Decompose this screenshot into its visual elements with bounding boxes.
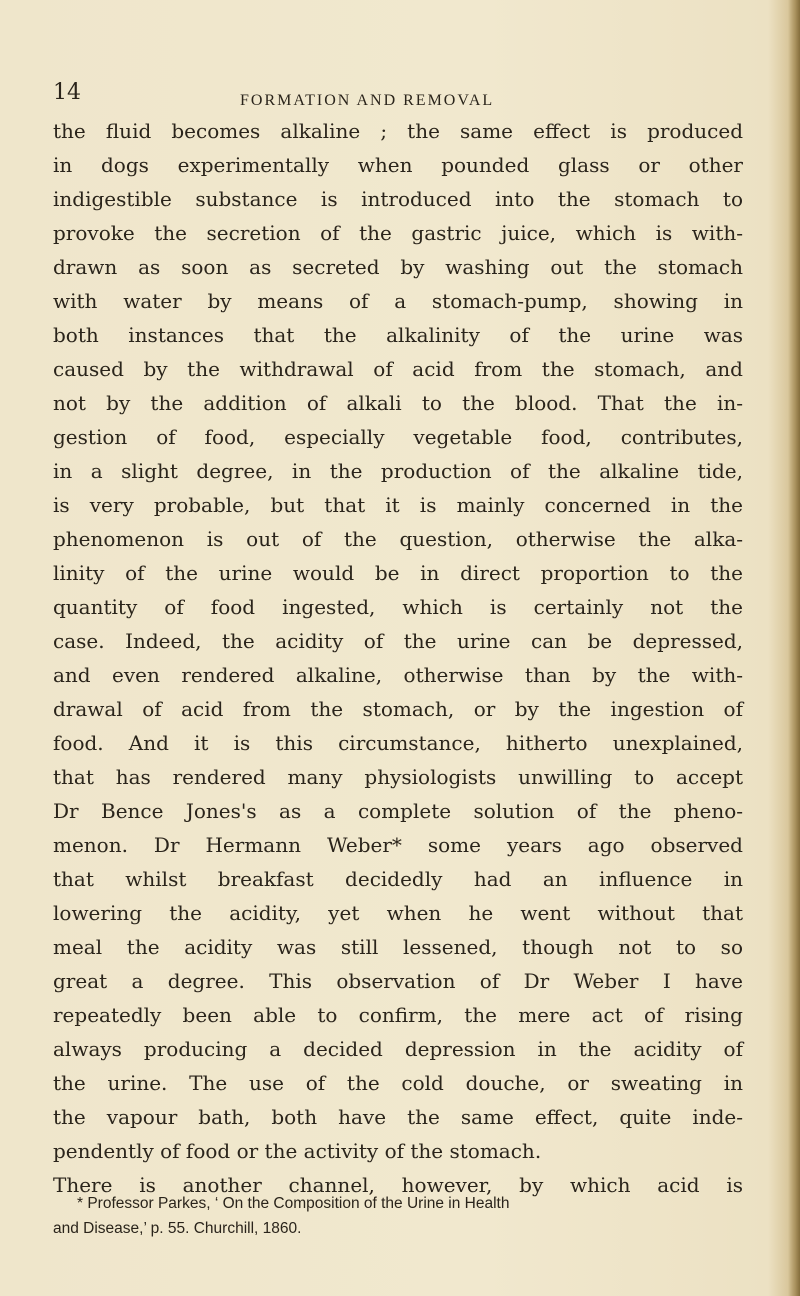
text-line: the vapour bath, both have the same effect, quite inde- <box>53 1105 743 1129</box>
text-line: pendently of food or the activity of the stomach. <box>53 1139 542 1163</box>
text-line: great a degree. This observation of Dr Weber I have <box>53 969 743 993</box>
text-line: in a slight degree, in the production of the alkaline tide, <box>53 459 743 483</box>
footnote <box>53 1191 743 1241</box>
text-line: linity of the urine would be in direct proportion to the <box>53 561 743 585</box>
footnote-line: and Disease,’ p. 55. Churchill, 1860. <box>53 1220 302 1237</box>
text-line: There is another channel, however, by which acid is <box>53 1173 743 1197</box>
body-text <box>53 114 743 1202</box>
text-line: caused by the withdrawal of acid from the stomach, and <box>53 357 743 381</box>
text-line: gestion of food, especially vegetable food, contributes, <box>53 425 743 449</box>
text-line: in dogs experimentally when pounded glass or other <box>53 153 743 177</box>
text-line: the urine. The use of the cold douche, or sweating in <box>53 1071 743 1095</box>
text-line: repeatedly been able to confirm, the mere act of rising <box>53 1003 743 1027</box>
page-number: 14 <box>53 80 81 105</box>
text-line: case. Indeed, the acidity of the urine can be depressed, <box>53 629 743 653</box>
text-line: that has rendered many physiologists unwilling to accept <box>53 765 743 789</box>
text-line: phenomenon is out of the question, otherwise the alka- <box>53 527 743 551</box>
text-line: food. And it is this circumstance, hitherto unexplained, <box>53 731 743 755</box>
running-head: FORMATION AND REMOVAL <box>240 92 495 109</box>
text-line: that whilst breakfast decidedly had an influence in <box>53 867 743 891</box>
text-line: drawn as soon as secreted by washing out the stomach <box>53 255 743 279</box>
text-line: with water by means of a stomach-pump, showing in <box>53 289 743 313</box>
text-line: Dr Bence Jones's as a complete solution of the pheno- <box>53 799 743 823</box>
text-line: drawal of acid from the stomach, or by the ingestion of <box>53 697 743 721</box>
text-line: not by the addition of alkali to the blood. That the in- <box>53 391 743 415</box>
text-line: lowering the acidity, yet when he went without that <box>53 901 743 925</box>
text-line: always producing a decided depression in the acidity of <box>53 1037 743 1061</box>
text-line: menon. Dr Hermann Weber* some years ago observed <box>53 833 743 857</box>
page-edge-shadow <box>788 0 800 1296</box>
text-line: indigestible substance is introduced into the stomach to <box>53 187 743 211</box>
text-line: the fluid becomes alkaline ; the same effect is produced <box>53 119 743 143</box>
text-line: quantity of food ingested, which is certainly not the <box>53 595 743 619</box>
text-line: meal the acidity was still lessened, though not to so <box>53 935 743 959</box>
text-line: and even rendered alkaline, otherwise than by the with- <box>53 663 743 687</box>
text-line: provoke the secretion of the gastric juice, which is with- <box>53 221 743 245</box>
text-line: is very probable, but that it is mainly concerned in the <box>53 493 743 517</box>
text-line: both instances that the alkalinity of the urine was <box>53 323 743 347</box>
footnote-line: * Professor Parkes, ‘ On the Composition of the Urine in Health <box>77 1195 510 1212</box>
